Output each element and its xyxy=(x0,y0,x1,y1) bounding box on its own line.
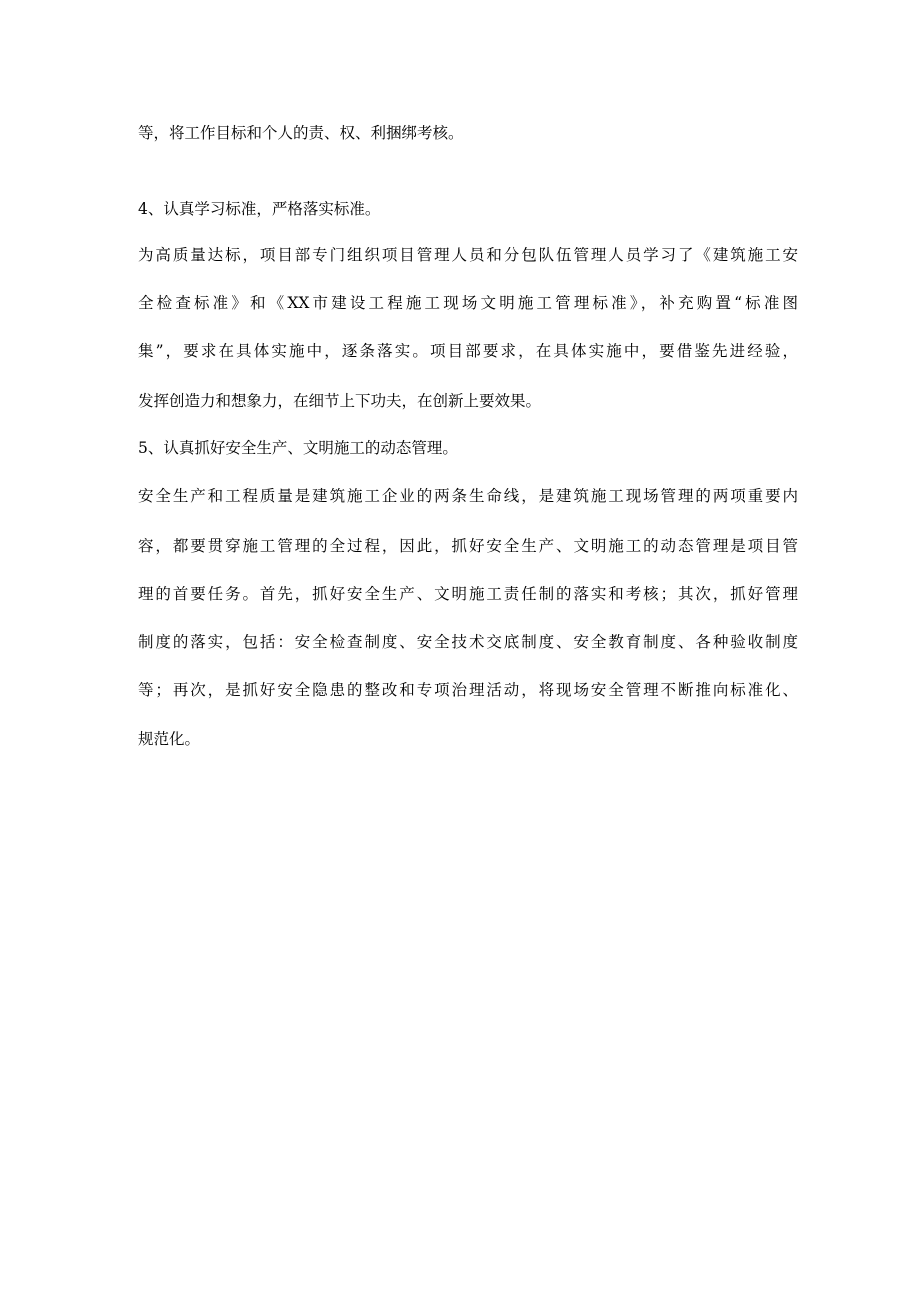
paragraph-line: 规范化。 xyxy=(138,730,201,748)
paragraph-line: 为高质量达标，项目部专门组织项目管理人员和分包队伍管理人员学习了《建筑施工安 xyxy=(138,246,798,264)
paragraph-line: 容，都要贯穿施工管理的全过程，因此，抓好安全生产、文明施工的动态管理是项目管 xyxy=(138,537,798,555)
section-heading-4: 4、认真学习标准，严格落实标准。 xyxy=(138,200,381,218)
section-heading-5: 5、认真抓好安全生产、文明施工的动态管理。 xyxy=(138,439,458,457)
paragraph-line: 等；再次，是抓好安全隐患的整改和专项治理活动，将现场安全管理不断推向标准化、 xyxy=(138,681,798,699)
paragraph-line: 制度的落实，包括：安全检查制度、安全技术交底制度、安全教育制度、各种验收制度 xyxy=(138,633,798,651)
paragraph-line: 发挥创造力和想象力，在细节上下功夫，在创新上要效果。 xyxy=(138,392,542,410)
paragraph-continuation-line: 等，将工作目标和个人的责、权、利捆绑考核。 xyxy=(138,124,464,142)
paragraph-line: 全检查标准》和《XX市建设工程施工现场文明施工管理标准》，补充购置“标准图 xyxy=(138,294,798,312)
paragraph-line: 安全生产和工程质量是建筑施工企业的两条生命线，是建筑施工现场管理的两项重要内 xyxy=(138,487,798,505)
paragraph-line: 集”，要求在具体实施中，逐条落实。项目部要求，在具体实施中，要借鉴先进经验， xyxy=(138,342,798,360)
paragraph-line: 理的首要任务。首先，抓好安全生产、文明施工责任制的落实和考核；其次，抓好管理 xyxy=(138,585,798,603)
